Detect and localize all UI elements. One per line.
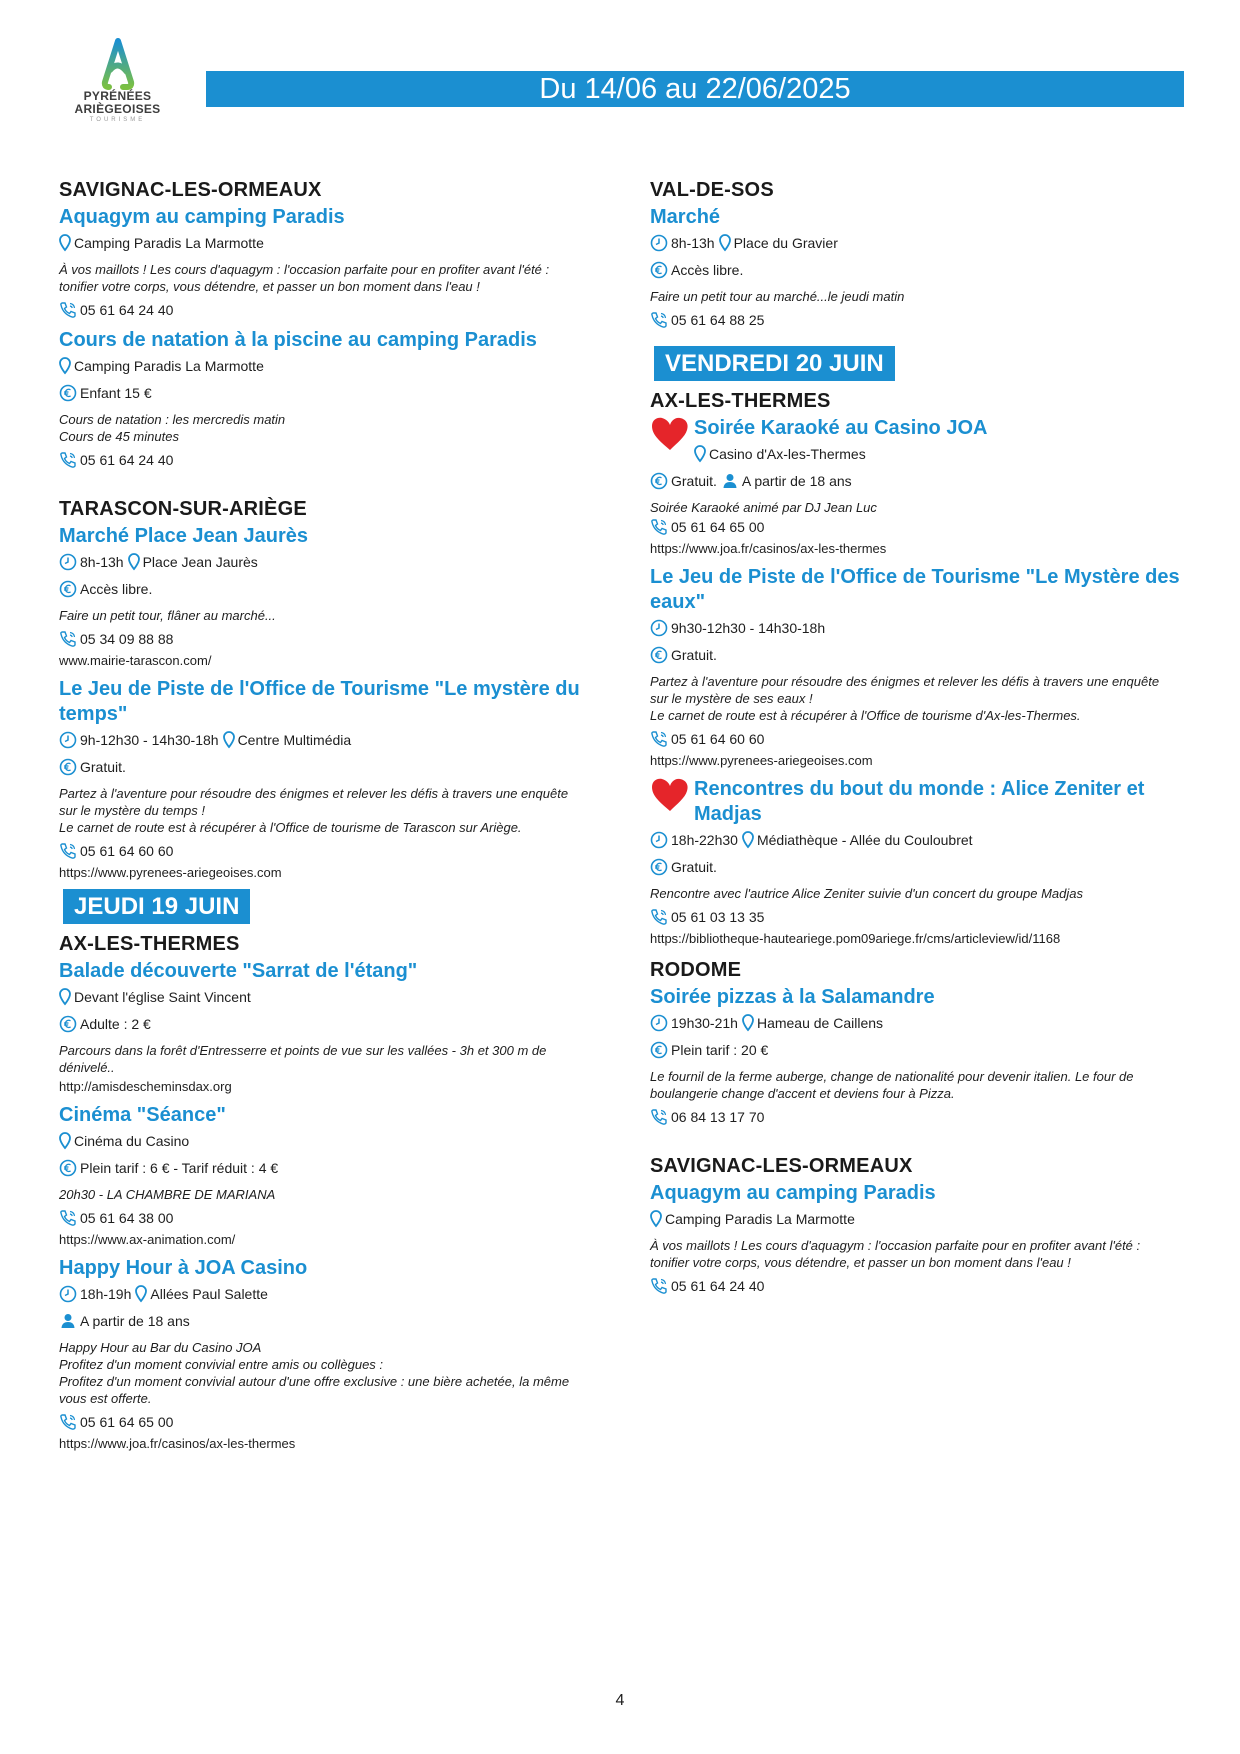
desc-line: Le carnet de route est à récupérer à l'Office de tourisme d'Ax-les-Thermes. <box>650 708 1081 723</box>
desc-line: Rencontre avec l'autrice Alice Zeniter suivie d'un concert du groupe Madjas <box>650 886 1083 901</box>
event-title[interactable]: Le Jeu de Piste de l'Office de Tourisme "Le Mystère des eaux" <box>650 566 1180 613</box>
city-heading: RODOME <box>650 959 742 981</box>
desc-line: tonifier votre corps, vous détendre, et passer un bon moment dans l'eau ! <box>59 279 480 294</box>
clock-icon <box>59 731 77 749</box>
event-link[interactable]: https://www.pyrenees-ariegeoises.com <box>59 865 282 880</box>
phone-number[interactable]: 05 61 64 65 00 <box>671 519 765 535</box>
location-pin-icon <box>135 1285 147 1303</box>
event-card <box>650 985 1195 1126</box>
person-icon <box>721 472 739 490</box>
event-description <box>59 607 604 624</box>
desc-line: 20h30 - LA CHAMBRE DE MARIANA <box>59 1187 276 1202</box>
desc-line: Soirée Karaoké animé par DJ Jean Luc <box>650 500 877 515</box>
event-meta <box>650 619 1195 637</box>
desc-line: sur le mystère du temps ! <box>59 803 205 818</box>
desc-line: À vos maillots ! Les cours d'aquagym : l'occasion parfaite pour en profiter avant l'été : <box>59 262 550 277</box>
age-text: A partir de 18 ans <box>741 473 852 489</box>
euro-icon <box>650 1041 668 1059</box>
euro-icon <box>650 858 668 876</box>
event-description <box>650 1068 1195 1102</box>
event-card <box>650 1181 1195 1295</box>
clock-icon <box>650 831 668 849</box>
phone-number[interactable]: 06 84 13 17 70 <box>671 1109 765 1125</box>
event-place: Cinéma du Casino <box>74 1133 190 1149</box>
event-price <box>59 1015 604 1033</box>
event-title[interactable]: Aquagym au camping Paradis <box>59 206 345 228</box>
desc-line: À vos maillots ! Les cours d'aquagym : l'occasion parfaite pour en profiter avant l'été : <box>650 1238 1141 1253</box>
city-heading: AX-LES-THERMES <box>59 933 240 955</box>
event-link[interactable]: https://bibliotheque-hauteariege.pom09ariege.fr/cms/articleview/id/1168 <box>650 931 1061 946</box>
event-price <box>650 1041 1195 1059</box>
location-pin-icon <box>742 831 754 849</box>
event-place: Place du Gravier <box>733 235 838 251</box>
event-phone <box>59 1209 604 1227</box>
event-title-text: Rencontres du bout du monde : Alice Zeniter et Madjas <box>694 778 1145 825</box>
event-time: 9h30-12h30 - 14h30-18h <box>671 620 826 636</box>
city-heading: SAVIGNAC-LES-ORMEAUX <box>650 1155 913 1177</box>
event-meta <box>59 988 604 1006</box>
price-text: Enfant 15 € <box>80 385 152 401</box>
heart-icon <box>650 777 690 820</box>
logo-line-2: ARIÈGEOISES <box>74 102 161 116</box>
desc-line: boulangerie change d'accent et deviens four à Pizza. <box>650 1086 955 1101</box>
phone-icon <box>650 518 668 536</box>
event-price <box>59 580 604 598</box>
desc-line: Le fournil de la ferme auberge, change de nationalité pour devenir italien. Le four de <box>650 1069 1134 1084</box>
event-place: Casino d'Ax-les-Thermes <box>709 446 866 462</box>
event-phone <box>650 730 1195 748</box>
event-time: 18h-22h30 <box>671 832 738 848</box>
event-title[interactable] <box>650 416 1195 441</box>
event-price <box>59 384 604 402</box>
event-description <box>650 673 1195 724</box>
event-title[interactable]: Soirée pizzas à la Salamandre <box>650 986 935 1008</box>
phone-number[interactable]: 05 61 64 65 00 <box>80 1414 174 1430</box>
euro-icon <box>59 384 77 402</box>
event-time: 18h-19h <box>80 1286 132 1302</box>
left-column <box>59 176 604 1460</box>
event-meta <box>59 1285 604 1303</box>
event-age <box>59 1312 604 1330</box>
phone-icon <box>650 908 668 926</box>
desc-line: Profitez d'un moment convivial entre amis ou collègues : <box>59 1357 384 1372</box>
event-price <box>650 261 1195 279</box>
event-phone <box>59 451 604 469</box>
event-meta <box>650 1210 1195 1228</box>
event-meta <box>59 357 604 375</box>
event-place: Camping Paradis La Marmotte <box>665 1211 855 1227</box>
clock-icon <box>650 619 668 637</box>
euro-icon <box>59 758 77 776</box>
euro-icon <box>650 646 668 664</box>
desc-line: Happy Hour au Bar du Casino JOA <box>59 1340 262 1355</box>
euro-icon <box>650 261 668 279</box>
event-meta <box>59 731 604 749</box>
event-place: Médiathèque - Allée du Couloubret <box>756 832 973 848</box>
event-card <box>59 959 604 1096</box>
price-text: Accès libre. <box>80 581 153 597</box>
location-pin-icon <box>694 445 706 463</box>
event-price <box>59 1159 604 1177</box>
event-description <box>59 1186 604 1203</box>
page-number: 4 <box>615 1692 625 1709</box>
event-card <box>650 565 1195 770</box>
event-phone <box>59 301 604 319</box>
event-meta <box>59 1132 604 1150</box>
event-phone <box>650 311 1195 329</box>
brand-logo <box>60 38 175 138</box>
event-price <box>650 472 1195 490</box>
event-title[interactable] <box>650 777 1195 827</box>
event-time: 8h-13h <box>80 554 124 570</box>
event-title[interactable]: Marché Place Jean Jaurès <box>59 525 309 547</box>
event-title[interactable]: Aquagym au camping Paradis <box>650 1182 936 1204</box>
euro-icon <box>59 1015 77 1033</box>
phone-icon <box>650 311 668 329</box>
desc-line: Faire un petit tour au marché...le jeudi matin <box>650 289 905 304</box>
event-card <box>59 1256 604 1453</box>
event-phone <box>59 1413 604 1431</box>
price-text: Adulte : 2 € <box>80 1016 151 1032</box>
phone-number[interactable]: 05 61 64 38 00 <box>80 1210 174 1226</box>
event-link[interactable]: https://www.joa.fr/casinos/ax-les-thermes <box>650 541 887 556</box>
desc-line: Cours de natation : les mercredis matin <box>59 412 286 427</box>
clock-icon <box>650 234 668 252</box>
clock-icon <box>59 553 77 571</box>
event-link[interactable]: https://www.ax-animation.com/ <box>59 1232 236 1247</box>
day-heading: JEUDI 19 JUIN <box>63 889 250 924</box>
price-text: Gratuit. <box>671 859 717 875</box>
event-place: Camping Paradis La Marmotte <box>74 235 264 251</box>
phone-number[interactable]: 05 61 64 88 25 <box>671 312 765 328</box>
event-link[interactable]: www.mairie-tarascon.com/ <box>59 653 212 668</box>
event-description <box>650 1237 1195 1271</box>
logo-line-3: TOURISME <box>89 117 146 123</box>
phone-icon <box>59 301 77 319</box>
event-place: Place Jean Jaurès <box>142 554 258 570</box>
desc-line: Parcours dans la forêt d'Entresserre et points de vue sur les vallées - 3h et 300 m de <box>59 1043 547 1058</box>
event-description <box>650 499 1195 516</box>
desc-line: Faire un petit tour, flâner au marché... <box>59 608 276 623</box>
event-card <box>650 777 1195 948</box>
event-phone <box>650 1277 1195 1295</box>
phone-number[interactable]: 05 61 03 13 35 <box>671 909 765 925</box>
event-card <box>650 416 1195 558</box>
event-price <box>59 758 604 776</box>
price-text: Gratuit. <box>671 473 717 489</box>
clock-icon <box>650 1014 668 1032</box>
event-place: Devant l'église Saint Vincent <box>74 989 251 1005</box>
phone-icon <box>59 630 77 648</box>
phone-number[interactable]: 05 61 64 60 60 <box>671 731 765 747</box>
event-link[interactable]: https://www.pyrenees-ariegeoises.com <box>650 753 873 768</box>
phone-icon <box>59 842 77 860</box>
location-pin-icon <box>650 1210 662 1228</box>
event-description <box>650 288 1195 305</box>
event-description <box>59 1339 604 1407</box>
event-title[interactable]: Marché <box>650 206 721 228</box>
location-pin-icon <box>59 234 71 252</box>
event-phone <box>650 908 1195 926</box>
desc-line: Partez à l'aventure pour résoudre des énigmes et relever les défis à travers une enquête <box>59 786 569 801</box>
right-column <box>650 176 1195 1304</box>
desc-line: sur le mystère de ses eaux ! <box>650 691 813 706</box>
location-pin-icon <box>742 1014 754 1032</box>
price-text: Plein tarif : 20 € <box>671 1042 769 1058</box>
event-description <box>59 785 604 836</box>
event-time: 9h-12h30 - 14h30-18h <box>80 732 219 748</box>
event-card <box>59 524 604 670</box>
event-title[interactable]: Cours de natation à la piscine au camping Paradis <box>59 329 537 351</box>
location-pin-icon <box>59 988 71 1006</box>
phone-icon <box>650 1277 668 1295</box>
clock-icon <box>59 1285 77 1303</box>
event-meta <box>650 234 1195 252</box>
heart-icon <box>650 416 690 459</box>
event-title[interactable]: Happy Hour à JOA Casino <box>59 1257 308 1279</box>
price-text: Plein tarif : 6 € - Tarif réduit : 4 € <box>80 1160 279 1176</box>
event-title[interactable]: Balade découverte "Sarrat de l'étang" <box>59 960 418 982</box>
event-meta <box>59 553 604 571</box>
euro-icon <box>59 1159 77 1177</box>
euro-icon <box>59 580 77 598</box>
event-meta <box>59 234 604 252</box>
event-title[interactable]: Cinéma "Séance" <box>59 1104 226 1126</box>
event-description <box>59 411 604 445</box>
event-price <box>650 858 1195 876</box>
phone-icon <box>59 1413 77 1431</box>
phone-icon <box>650 730 668 748</box>
desc-line: Le carnet de route est à récupérer à l'Office de tourisme de Tarascon sur Ariège. <box>59 820 522 835</box>
location-pin-icon <box>59 1132 71 1150</box>
event-phone <box>650 1108 1195 1126</box>
desc-line: vous est offerte. <box>59 1391 152 1406</box>
price-text: Accès libre. <box>671 262 744 278</box>
logo-line-1: PYRÉNÉES <box>83 89 152 103</box>
location-pin-icon <box>128 553 140 571</box>
event-description <box>59 261 604 295</box>
price-text: Gratuit. <box>671 647 717 663</box>
event-meta <box>650 831 1195 849</box>
event-time: 8h-13h <box>671 235 715 251</box>
phone-icon <box>650 1108 668 1126</box>
event-price <box>650 646 1195 664</box>
event-link[interactable]: https://www.joa.fr/casinos/ax-les-thermes <box>59 1436 296 1451</box>
location-pin-icon <box>223 731 235 749</box>
city-heading: VAL-DE-SOS <box>650 179 774 201</box>
phone-icon <box>59 1209 77 1227</box>
city-heading: SAVIGNAC-LES-ORMEAUX <box>59 179 322 201</box>
event-meta <box>650 445 1195 463</box>
event-card <box>650 205 1195 329</box>
event-card <box>59 677 604 882</box>
event-phone <box>650 518 1195 536</box>
euro-icon <box>650 472 668 490</box>
date-range-banner: Du 14/06 au 22/06/2025 <box>206 71 1184 107</box>
phone-number[interactable]: 05 34 09 88 88 <box>80 631 174 647</box>
event-card <box>59 1103 604 1249</box>
event-meta <box>650 1014 1195 1032</box>
event-place: Camping Paradis La Marmotte <box>74 358 264 374</box>
phone-number[interactable]: 05 61 64 60 60 <box>80 843 174 859</box>
city-heading: TARASCON-SUR-ARIÈGE <box>59 498 307 520</box>
location-pin-icon <box>719 234 731 252</box>
desc-line: Partez à l'aventure pour résoudre des énigmes et relever les défis à travers une enquête <box>650 674 1160 689</box>
age-text: A partir de 18 ans <box>80 1313 190 1329</box>
event-title-text: Soirée Karaoké au Casino JOA <box>694 417 988 439</box>
city-heading: AX-LES-THERMES <box>650 390 831 412</box>
phone-number[interactable]: 05 61 64 24 40 <box>80 302 174 318</box>
phone-number[interactable]: 05 61 64 24 40 <box>671 1278 765 1294</box>
desc-line: Profitez d'un moment convivial autour d'une offre exclusive : une bière achetée, la même <box>59 1374 570 1389</box>
event-link[interactable]: http://amisdescheminsdax.org <box>59 1079 232 1094</box>
event-title[interactable]: Le Jeu de Piste de l'Office de Tourisme "Le mystère du temps" <box>59 678 580 725</box>
price-text: Gratuit. <box>80 759 126 775</box>
location-pin-icon <box>59 357 71 375</box>
event-place: Centre Multimédia <box>237 732 352 748</box>
event-time: 19h30-21h <box>671 1015 738 1031</box>
person-icon <box>59 1312 77 1330</box>
event-phone <box>59 842 604 860</box>
event-phone <box>59 630 604 648</box>
logo-a-icon <box>97 38 139 90</box>
event-card <box>59 328 604 469</box>
day-heading: VENDREDI 20 JUIN <box>654 346 895 381</box>
phone-icon <box>59 451 77 469</box>
event-card <box>59 205 604 319</box>
event-place: Allées Paul Salette <box>150 1286 268 1302</box>
desc-line: Cours de 45 minutes <box>59 429 179 444</box>
phone-number[interactable]: 05 61 64 24 40 <box>80 452 174 468</box>
desc-line: dénivelé.. <box>59 1060 115 1075</box>
event-place: Hameau de Caillens <box>756 1015 884 1031</box>
event-description <box>59 1042 604 1076</box>
desc-line: tonifier votre corps, vous détendre, et passer un bon moment dans l'eau ! <box>650 1255 1071 1270</box>
event-description <box>650 885 1195 902</box>
